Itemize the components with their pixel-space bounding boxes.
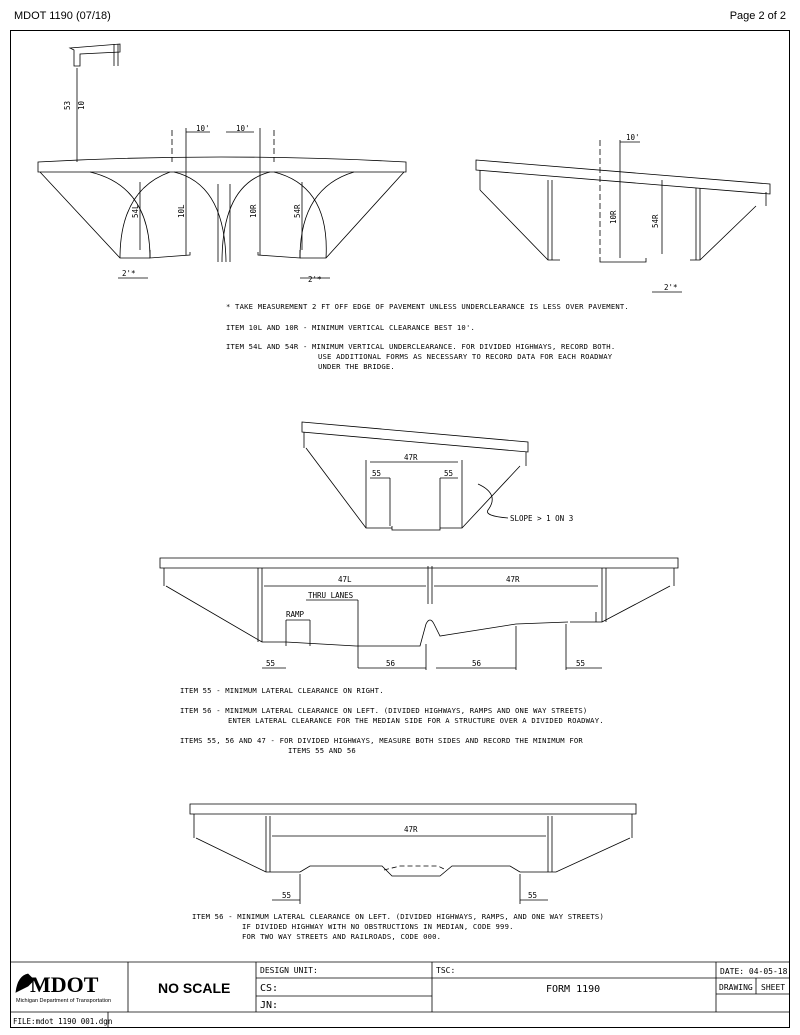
- note-item54-1: ITEM 54L AND 54R - MINIMUM VERTICAL UNDERCLEARANCE. FOR DIVIDED HIGHWAYS, RECORD BOTH.: [226, 342, 616, 351]
- design-unit-label: DESIGN UNIT:: [260, 966, 318, 975]
- dim-label-55-a: 55: [266, 659, 276, 668]
- slope-label: SLOPE > 1 ON 3: [510, 514, 574, 523]
- dim-label-10ft: 10': [626, 133, 640, 142]
- note-item55: ITEM 55 - MINIMUM LATERAL CLEARANCE ON RIGHT.: [180, 686, 384, 695]
- dim-label-47R: 47R: [404, 825, 418, 834]
- drawing-label: DRAWING: [719, 983, 753, 992]
- logo-subtitle: Michigan Department of Transportation: [16, 998, 112, 1004]
- deck: [190, 804, 636, 814]
- logo-text: MDOT: [30, 972, 99, 997]
- deck: [160, 558, 678, 568]
- mdot-logo: [16, 972, 111, 1004]
- dim-label-55-b: 55: [576, 659, 586, 668]
- note-items-2: ITEMS 55 AND 56: [288, 746, 356, 755]
- dim-label-thru-lanes: THRU LANES: [308, 591, 354, 600]
- dim-label-47R: 47R: [506, 575, 520, 584]
- note3-line2: IF DIVIDED HIGHWAY WITH NO OBSTRUCTIONS IN MEDIAN, CODE 999.: [242, 922, 514, 931]
- dim-label-55-b: 55: [528, 891, 538, 900]
- form-label: FORM 1190: [546, 984, 601, 995]
- note-item54-2: USE ADDITIONAL FORMS AS NECESSARY TO RECORD DATA FOR EACH ROADWAY: [318, 352, 613, 361]
- note-asterisk: * TAKE MEASUREMENT 2 FT OFF EDGE OF PAVEMENT UNLESS UNDERCLEARANCE IS LESS OVER PAVEMENT.: [226, 302, 629, 311]
- deck: [302, 422, 528, 452]
- dim-label-54R: 54R: [293, 204, 302, 218]
- dim-label-10R: 10R: [249, 204, 258, 218]
- diagram-sloped-deck: [476, 140, 770, 292]
- dim-label-10L: 10L: [177, 204, 186, 218]
- deck: [38, 157, 406, 172]
- dim-label-2ft: 2'*: [664, 283, 678, 292]
- scale-label: NO SCALE: [158, 980, 231, 996]
- dim-label-2ft-b: 2'*: [308, 275, 322, 284]
- note-item54-3: UNDER THE BRIDGE.: [318, 362, 395, 371]
- date-label: DATE: 04-05-18: [720, 967, 788, 976]
- dim-label-56-b: 56: [472, 659, 482, 668]
- deck: [476, 160, 770, 194]
- dim-label-54R: 54R: [651, 214, 660, 228]
- dim-label-47L: 47L: [338, 575, 352, 584]
- note-item56-1: ITEM 56 - MINIMUM LATERAL CLEARANCE ON LEFT. (DIVIDED HIGHWAYS, RAMPS AND ONE WAY STREETS): [180, 706, 588, 715]
- dim-label-10: 10: [77, 100, 86, 110]
- dim-label-10ft-a: 10': [196, 124, 210, 133]
- note-items-1: ITEMS 55, 56 AND 47 - FOR DIVIDED HIGHWAYS, MEASURE BOTH SIDES AND RECORD THE MINIMUM FOR: [180, 736, 583, 745]
- dim-label-55-b: 55: [444, 469, 454, 478]
- title-block: [10, 962, 790, 1028]
- form-id: MDOT 1190 (07/18): [14, 10, 111, 22]
- sheet-label: SHEET: [761, 983, 786, 992]
- dim-label-56-a: 56: [386, 659, 396, 668]
- file-label: FILE:mdot 1190 001.dgn: [13, 1017, 113, 1026]
- tsc-label: TSC:: [436, 966, 456, 975]
- dim-label-55-a: 55: [372, 469, 382, 478]
- dim-label-ramp: RAMP: [286, 610, 305, 619]
- page-number: Page 2 of 2: [729, 10, 786, 22]
- note-item56-2: ENTER LATERAL CLEARANCE FOR THE MEDIAN SIDE FOR A STRUCTURE OVER A DIVIDED ROADWAY.: [228, 716, 604, 725]
- dim-label-10ft-b: 10': [236, 124, 250, 133]
- dim-label-53: 53: [63, 100, 72, 110]
- dim-label-47R: 47R: [404, 453, 418, 462]
- cs-label: CS:: [260, 983, 279, 994]
- diagram-arch-bridge: [38, 44, 406, 278]
- note3-line3: FOR TWO WAY STREETS AND RAILROADS, CODE 000.: [242, 932, 442, 941]
- dim-label-55-a: 55: [282, 891, 292, 900]
- dim-label-54L: 54L: [131, 204, 140, 218]
- diagram-single-span: [302, 422, 528, 530]
- dim-label-2ft-a: 2'*: [122, 269, 136, 278]
- note-item10: ITEM 10L AND 10R - MINIMUM VERTICAL CLEARANCE BEST 10'.: [226, 323, 475, 332]
- note3-line1: ITEM 56 - MINIMUM LATERAL CLEARANCE ON LEFT. (DIVIDED HIGHWAYS, RAMPS, AND ONE WAY STREETS): [192, 912, 604, 921]
- jn-label: JN:: [260, 1000, 279, 1011]
- diagram-divided-highway: [160, 558, 678, 670]
- diagram-open-median: [190, 804, 636, 904]
- overhead-sign-symbol: [70, 44, 120, 66]
- dim-label-10R: 10R: [609, 210, 618, 224]
